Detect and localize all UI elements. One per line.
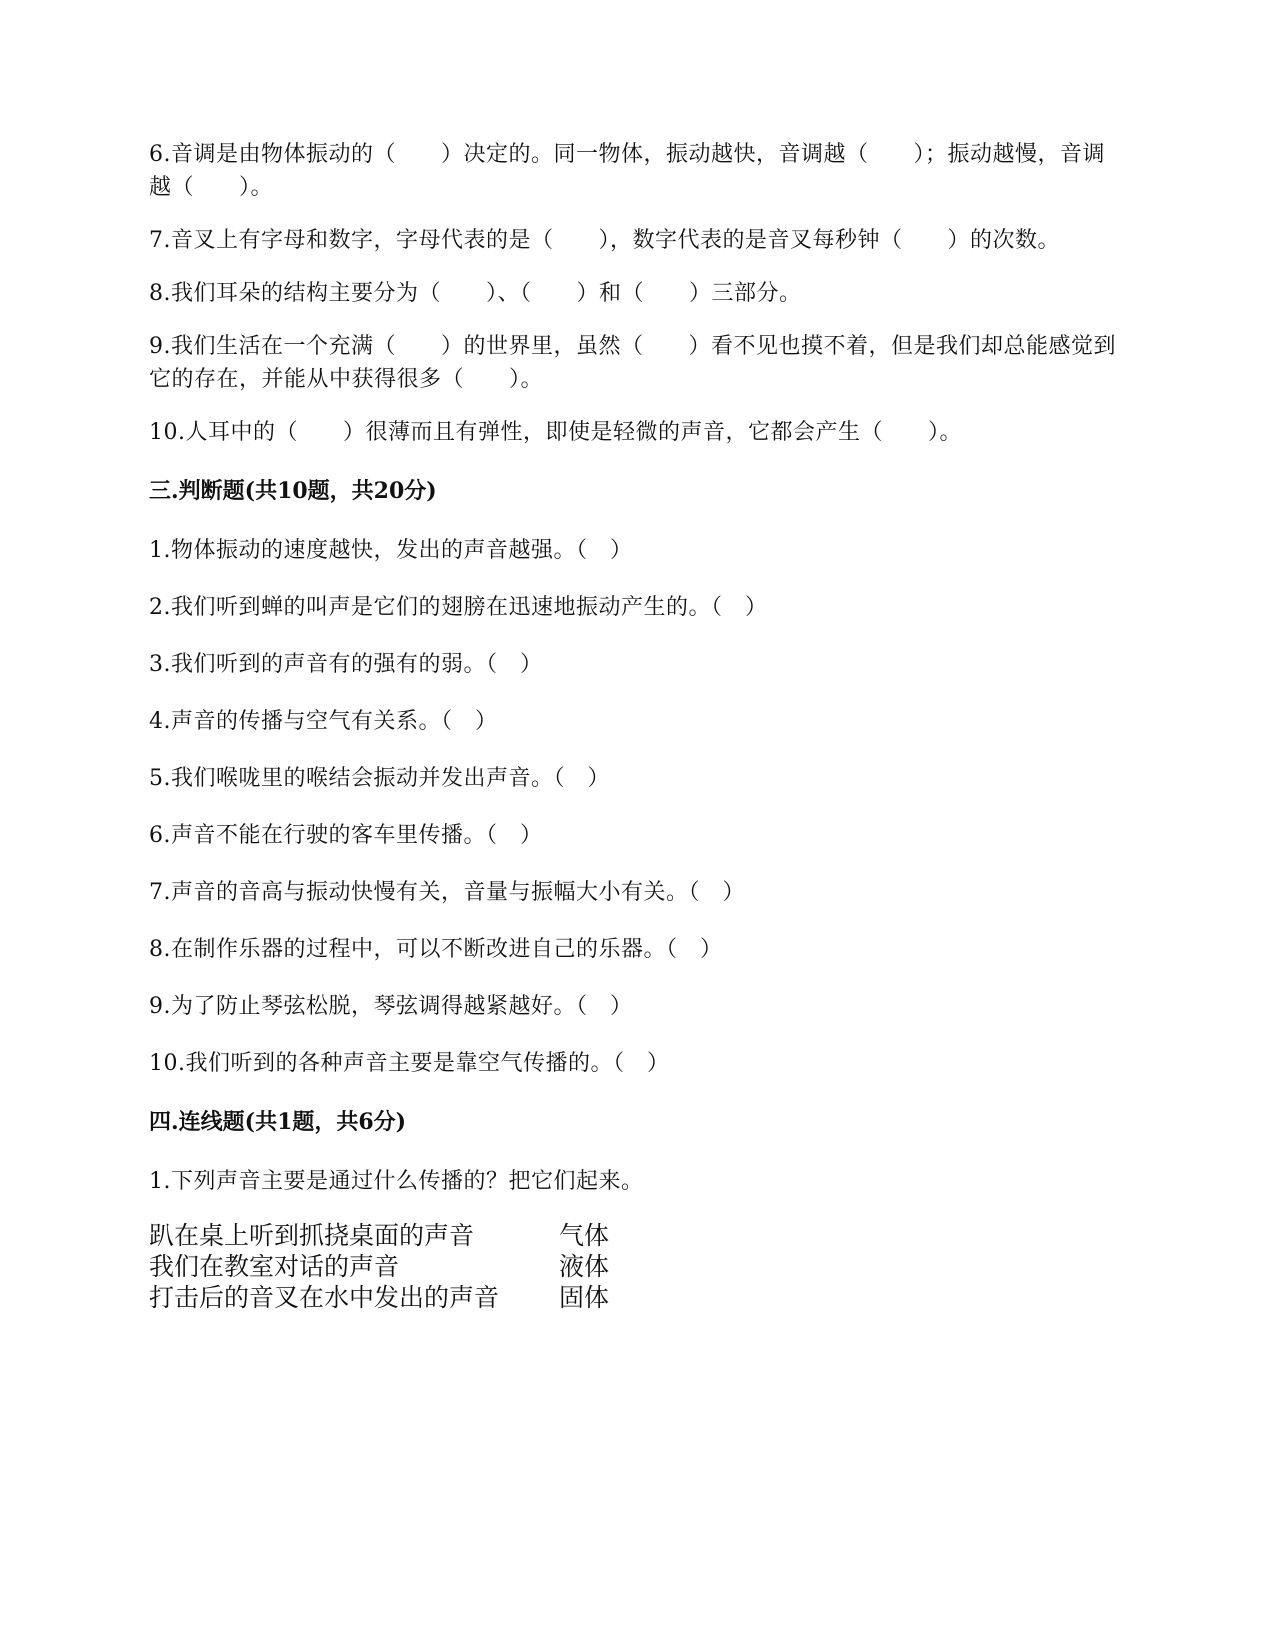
matching-row <box>149 1220 1119 1251</box>
section-title-judgment: 三.判断题(共10题，共20分) <box>149 478 437 504</box>
judgment-question-4: 4.声音的传播与空气有关系。（ ） <box>149 709 498 734</box>
judgment-question-2: 2.我们听到蝉的叫声是它们的翅膀在迅速地振动产生的。（ ） <box>149 595 768 620</box>
matching-right-item: 气体 <box>559 1221 610 1250</box>
fill-blank-question-7: 7.音叉上有字母和数字，字母代表的是（ ），数字代表的是音叉每秒钟（ ）的次数。 <box>149 228 1060 253</box>
fill-blank-question-9: 9.我们生活在一个充满（ ）的世界里，虽然（ ）看不见也摸不着，但是我们却总能感觉到它的存在，并能从中获得很多（ ）。 <box>149 334 1116 392</box>
judgment-question-9: 9.为了防止琴弦松脱，琴弦调得越紧越好。（ ） <box>149 994 633 1019</box>
matching-left-item: 趴在桌上听到抓挠桌面的声音 <box>149 1221 475 1250</box>
matching-row <box>149 1282 1119 1313</box>
judgment-question-10: 10.我们听到的各种声音主要是靠空气传播的。（ ） <box>149 1051 670 1076</box>
matching-left-item: 打击后的音叉在水中发出的声音 <box>149 1283 500 1312</box>
fill-blank-questions <box>149 138 1119 449</box>
fill-blank-question-6: 6.音调是由物体振动的（ ）决定的。同一物体，振动越快，音调越（ ）；振动越慢，音调越（ ）。 <box>149 142 1105 200</box>
judgment-question-8: 8.在制作乐器的过程中，可以不断改进自己的乐器。（ ） <box>149 937 723 962</box>
page-content <box>149 138 1119 1313</box>
fill-blank-question-10: 10.人耳中的（ ）很薄而且有弹性，即使是轻微的声音，它都会产生（ ）。 <box>149 420 962 445</box>
judgment-question-7: 7.声音的音高与振动快慢有关，音量与振幅大小有关。（ ） <box>149 880 745 905</box>
matching-question-1: 1.下列声音主要是通过什么传播的？把它们起来。 <box>149 1169 644 1194</box>
matching-table <box>149 1220 1119 1313</box>
judgment-question-3: 3.我们听到的声音有的强有的弱。（ ） <box>149 652 543 677</box>
judgment-question-6: 6.声音不能在行驶的客车里传播。（ ） <box>149 823 543 848</box>
matching-left-item: 我们在教室对话的声音 <box>149 1252 400 1281</box>
judgment-question-list <box>149 534 1119 1080</box>
judgment-question-5: 5.我们喉咙里的喉结会振动并发出声音。（ ） <box>149 766 610 791</box>
section-title-matching: 四.连线题(共1题，共6分) <box>149 1109 407 1135</box>
fill-blank-question-8: 8.我们耳朵的结构主要分为（ ）、（ ）和（ ）三部分。 <box>149 281 802 306</box>
matching-right-item: 液体 <box>559 1252 610 1281</box>
matching-row <box>149 1251 1119 1282</box>
matching-right-item: 固体 <box>559 1283 610 1312</box>
judgment-question-1: 1.物体振动的速度越快，发出的声音越强。（ ） <box>149 538 633 563</box>
